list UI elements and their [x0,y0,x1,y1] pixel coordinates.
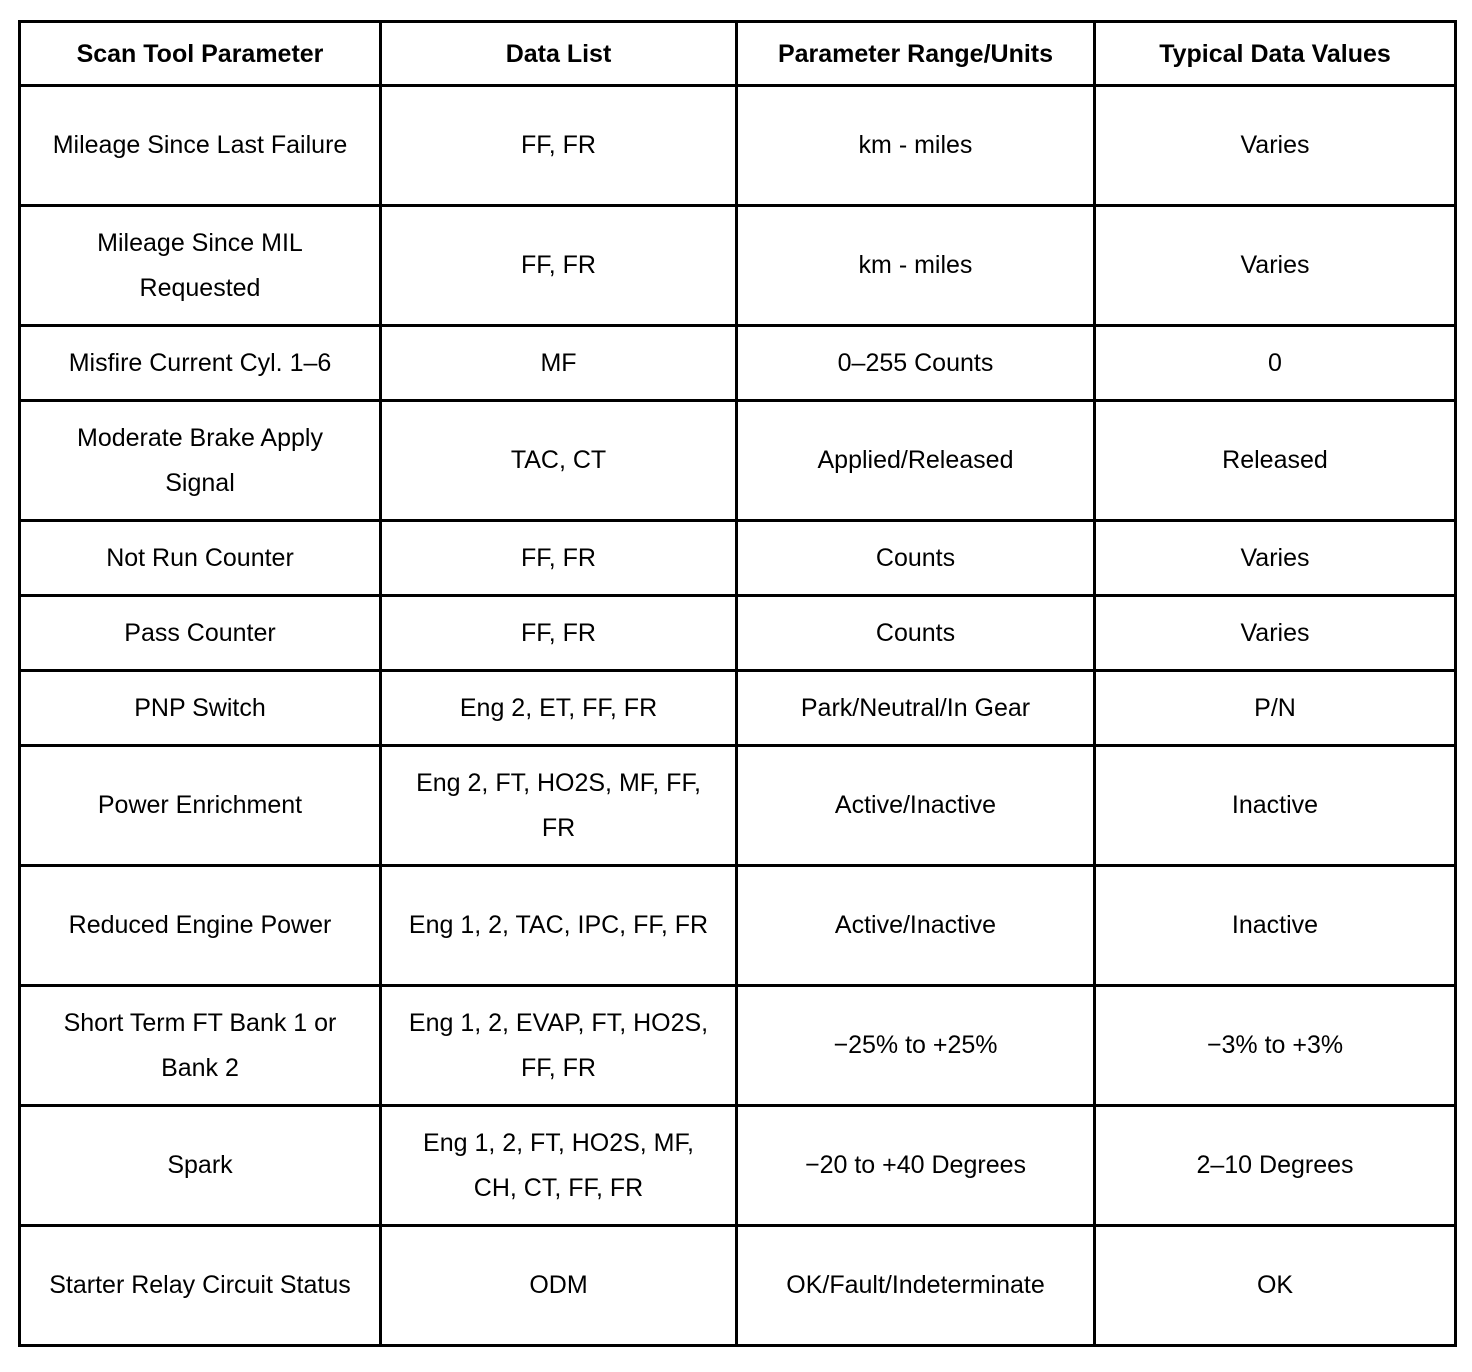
cell-data-list: Eng 1, 2, FT, HO2S, MF, CH, CT, FF, FR [381,1106,737,1226]
cell-data-list: Eng 2, ET, FF, FR [381,671,737,746]
cell-parameter: Short Term FT Bank 1 or Bank 2 [20,986,381,1106]
cell-range-units: −20 to +40 Degrees [737,1106,1095,1226]
cell-data-list: FF, FR [381,596,737,671]
cell-typical-value: 2–10 Degrees [1095,1106,1456,1226]
cell-typical-value: 0 [1095,326,1456,401]
cell-parameter: Power Enrichment [20,746,381,866]
cell-data-list: Eng 1, 2, EVAP, FT, HO2S, FF, FR [381,986,737,1106]
cell-range-units: km - miles [737,86,1095,206]
cell-range-units: km - miles [737,206,1095,326]
header-typical-data-values: Typical Data Values [1095,22,1456,86]
table-header-row [20,22,1456,86]
cell-range-units: OK/Fault/Indeterminate [737,1226,1095,1346]
cell-range-units: Counts [737,596,1095,671]
cell-parameter: Moderate Brake Apply Signal [20,401,381,521]
cell-data-list: TAC, CT [381,401,737,521]
table-row [20,746,1456,866]
table-row [20,326,1456,401]
cell-range-units: 0–255 Counts [737,326,1095,401]
table-row [20,986,1456,1106]
table-row [20,596,1456,671]
cell-typical-value: Varies [1095,596,1456,671]
cell-range-units: −25% to +25% [737,986,1095,1106]
header-data-list: Data List [381,22,737,86]
cell-typical-value: Varies [1095,521,1456,596]
cell-data-list: FF, FR [381,521,737,596]
cell-parameter: Starter Relay Circuit Status [20,1226,381,1346]
cell-data-list: FF, FR [381,206,737,326]
table-row [20,1106,1456,1226]
cell-typical-value: OK [1095,1226,1456,1346]
cell-range-units: Park/Neutral/In Gear [737,671,1095,746]
cell-data-list: Eng 2, FT, HO2S, MF, FF, FR [381,746,737,866]
cell-parameter: Reduced Engine Power [20,866,381,986]
header-parameter-range-units: Parameter Range/Units [737,22,1095,86]
cell-data-list: FF, FR [381,86,737,206]
cell-parameter: Spark [20,1106,381,1226]
cell-typical-value: P/N [1095,671,1456,746]
table-row [20,521,1456,596]
cell-parameter: PNP Switch [20,671,381,746]
cell-data-list: MF [381,326,737,401]
cell-typical-value: Inactive [1095,746,1456,866]
cell-typical-value: −3% to +3% [1095,986,1456,1106]
header-scan-tool-parameter: Scan Tool Parameter [20,22,381,86]
table-row [20,1226,1456,1346]
cell-typical-value: Inactive [1095,866,1456,986]
cell-parameter: Pass Counter [20,596,381,671]
cell-range-units: Counts [737,521,1095,596]
table-row [20,401,1456,521]
cell-typical-value: Varies [1095,206,1456,326]
table-row [20,206,1456,326]
cell-range-units: Applied/Released [737,401,1095,521]
cell-data-list: Eng 1, 2, TAC, IPC, FF, FR [381,866,737,986]
table-row [20,866,1456,986]
scan-tool-parameter-table [18,20,1457,1347]
table-row [20,86,1456,206]
cell-typical-value: Released [1095,401,1456,521]
cell-range-units: Active/Inactive [737,746,1095,866]
cell-parameter: Misfire Current Cyl. 1–6 [20,326,381,401]
cell-parameter: Not Run Counter [20,521,381,596]
cell-typical-value: Varies [1095,86,1456,206]
cell-data-list: ODM [381,1226,737,1346]
table-row [20,671,1456,746]
cell-parameter: Mileage Since Last Failure [20,86,381,206]
cell-parameter: Mileage Since MIL Requested [20,206,381,326]
cell-range-units: Active/Inactive [737,866,1095,986]
